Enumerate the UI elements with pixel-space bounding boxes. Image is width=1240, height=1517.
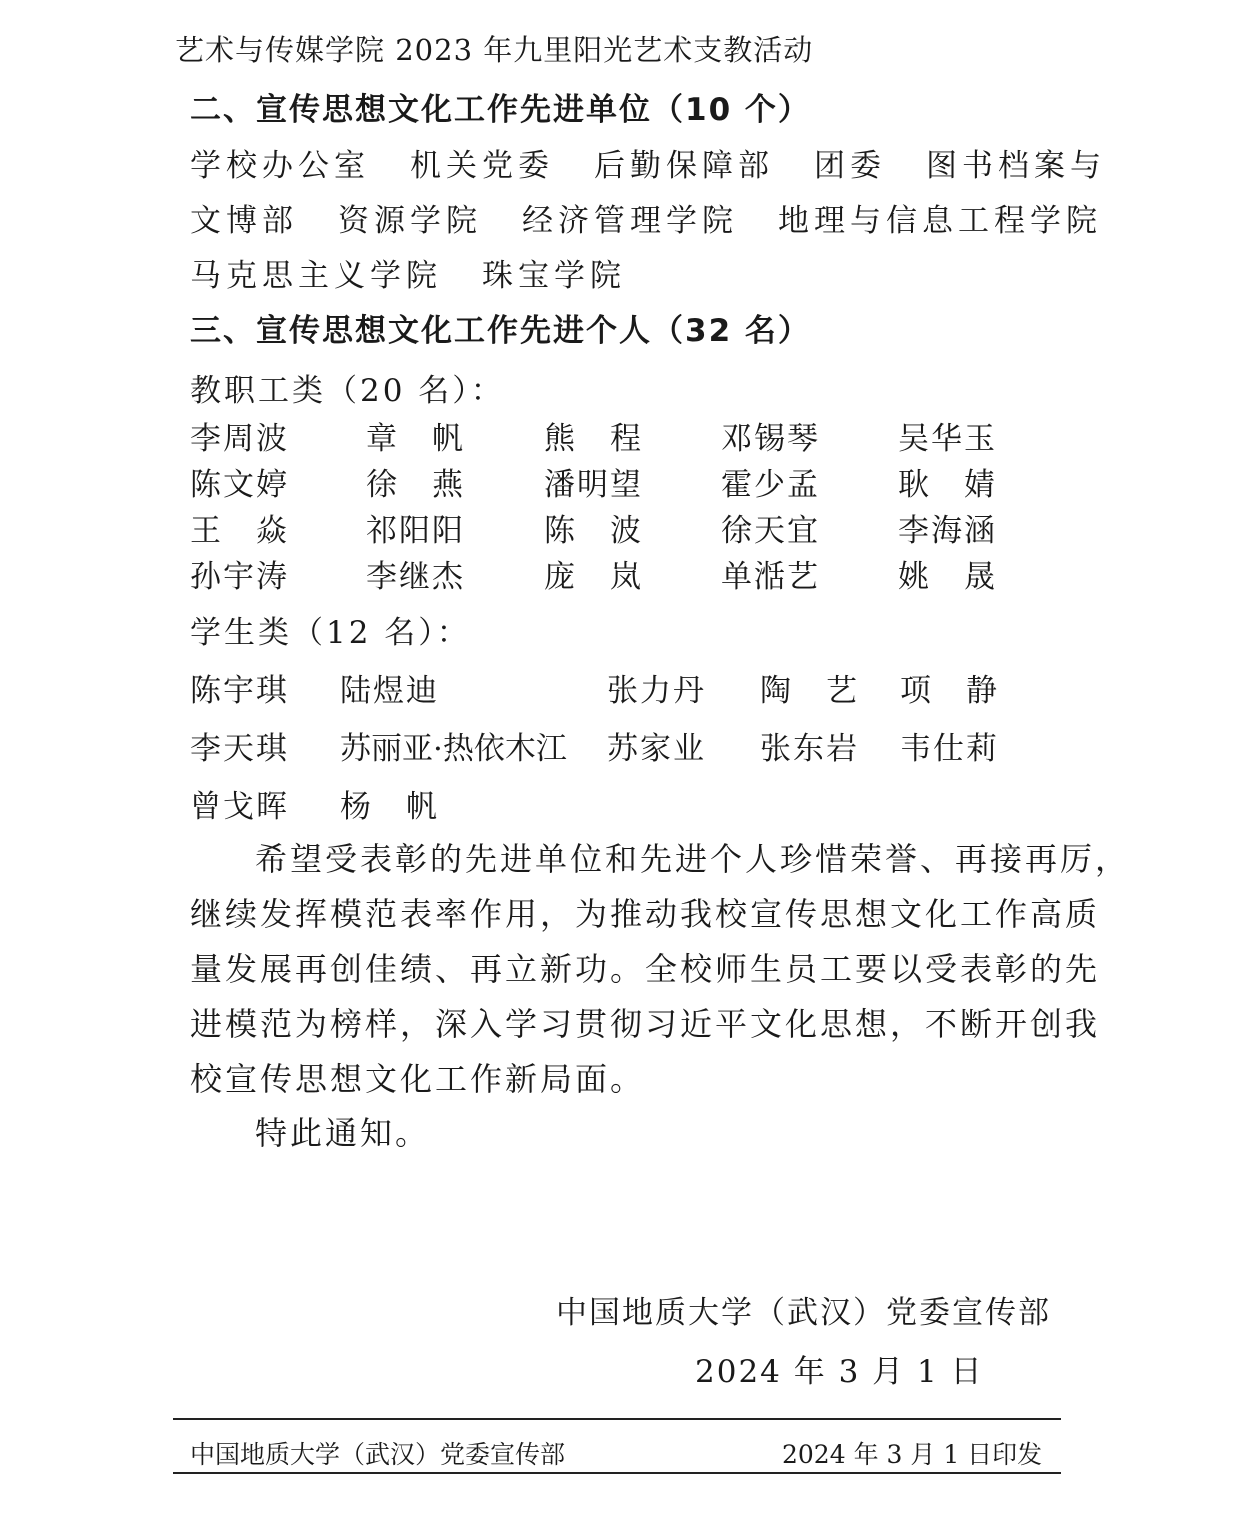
staff-name: 李继杰 [366,559,465,595]
student-name: 陆煜迪 [340,673,439,709]
staff-name: 祁阳阳 [366,513,465,549]
staff-name: 章 帆 [366,421,465,457]
unit-item: 学校办公室 [190,148,370,184]
closing-paragraph-line: 继续发挥模范表率作用，为推动我校宣传思想文化工作高质 [190,895,1101,933]
section-2-heading: 二、宣传思想文化工作先进单位（10 个） [190,92,811,128]
staff-name: 陈文婷 [190,467,289,503]
staff-name: 李周波 [190,421,289,457]
closing-paragraph-line: 进模范为榜样，深入学习贯彻习近平文化思想，不断开创我 [190,1005,1101,1043]
student-name: 曾戈晖 [190,789,289,825]
unit-item: 后勤保障部 [594,148,774,184]
staff-name: 庞 岚 [544,559,643,595]
staff-name: 姚 晟 [898,559,997,595]
staff-name: 王 焱 [190,513,289,549]
signature-date: 2024 年 3 月 1 日 [695,1354,984,1390]
closing-paragraph-line: 校宣传思想文化工作新局面。 [190,1060,646,1098]
student-category-label: 学生类（12 名）： [190,615,471,651]
footer-bottom-rule [173,1472,1061,1474]
staff-name: 徐 燕 [366,467,465,503]
unit-item: 图书档案与 [926,148,1106,184]
footer-org: 中国地质大学（武汉）党委宣传部 [190,1440,566,1469]
staff-name: 陈 波 [544,513,643,549]
section-3-heading: 三、宣传思想文化工作先进个人（32 名） [190,313,811,349]
student-name: 项 静 [900,673,999,709]
staff-category-label: 教职工类（20 名）： [190,373,505,409]
footer-date: 2024 年 3 月 1 日印发 [782,1440,1043,1469]
student-name: 陈宇琪 [190,673,289,709]
staff-name: 邓锡琴 [721,421,820,457]
units-line-1 [190,140,1106,185]
staff-name: 单湉艺 [721,559,820,595]
unit-item: 资源学院 [338,203,482,239]
staff-name: 潘明望 [544,467,643,503]
staff-name: 耿 婧 [898,467,997,503]
notice-text: 特此通知。 [255,1114,431,1152]
units-line-2 [190,195,1102,240]
staff-name: 霍少孟 [721,467,820,503]
student-name: 韦仕莉 [900,731,999,767]
student-name: 张东岩 [760,731,859,767]
unit-item: 经济管理学院 [522,203,738,239]
closing-paragraph-line: 量发展再创佳绩、再立新功。全校师生员工要以受表彰的先 [190,950,1101,988]
unit-item: 珠宝学院 [482,258,626,294]
unit-item: 机关党委 [410,148,554,184]
student-name: 李天琪 [190,731,289,767]
student-name: 苏丽亚·热依木江 [340,731,567,767]
signature-org: 中国地质大学（武汉）党委宣传部 [556,1295,1051,1331]
student-name: 苏家业 [607,731,706,767]
staff-name: 孙宇涛 [190,559,289,595]
continued-line: 艺术与传媒学院 2023 年九里阳光艺术支教活动 [175,33,814,67]
unit-item: 文博部 [190,203,298,239]
unit-item: 团委 [814,148,886,184]
units-line-3 [190,250,666,295]
staff-name: 李海涵 [898,513,997,549]
unit-item: 地理与信息工程学院 [778,203,1102,239]
staff-name: 吴华玉 [898,421,997,457]
closing-paragraph-line: 希望受表彰的先进单位和先进个人珍惜荣誉、再接再厉， [255,840,1131,878]
student-name: 张力丹 [607,673,706,709]
student-name: 陶 艺 [760,673,859,709]
staff-name: 熊 程 [544,421,643,457]
footer-top-rule [173,1418,1061,1420]
student-name: 杨 帆 [340,789,439,825]
unit-item: 马克思主义学院 [190,258,442,294]
staff-name: 徐天宜 [721,513,820,549]
